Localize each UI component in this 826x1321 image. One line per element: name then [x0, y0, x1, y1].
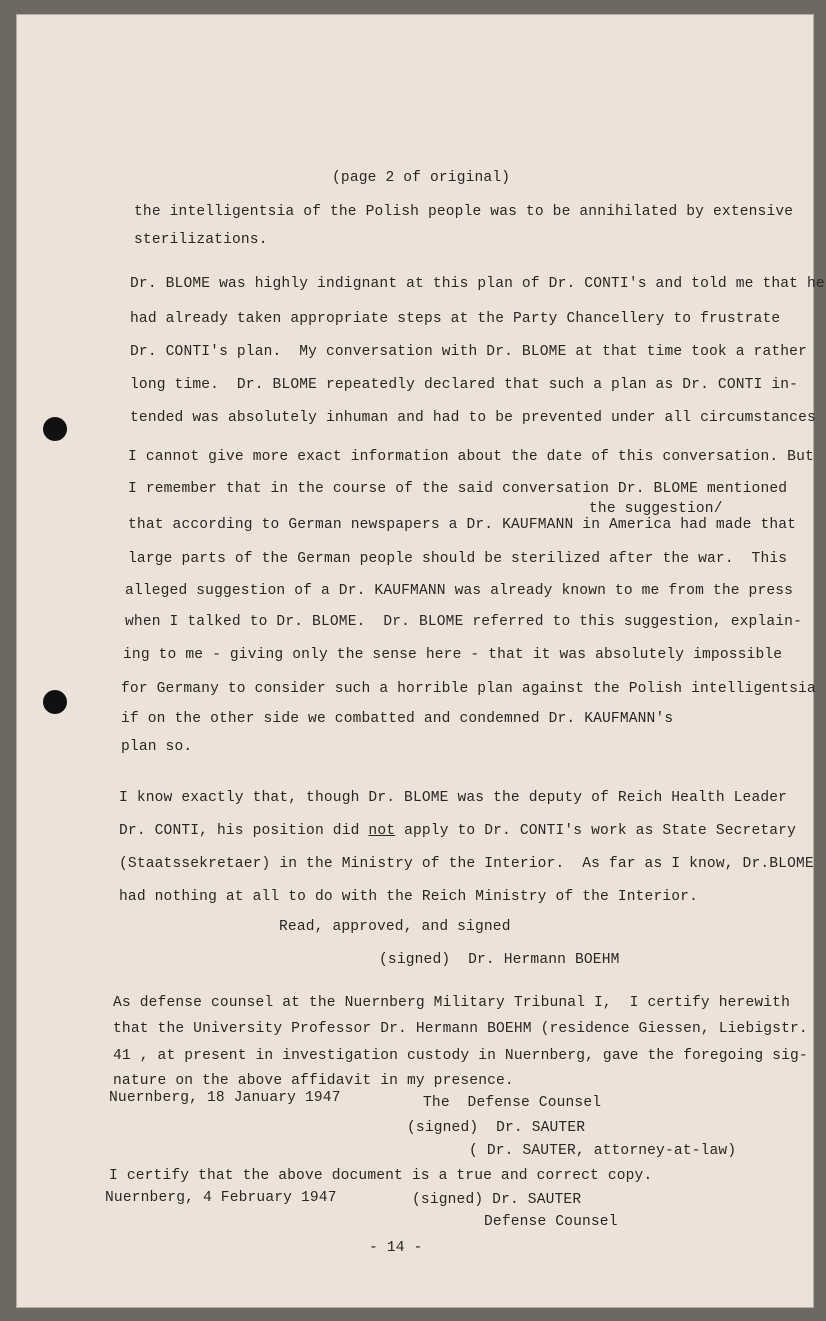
counsel-signature: (signed) Dr. SAUTER: [407, 1120, 586, 1136]
punch-hole-bottom: [43, 690, 67, 714]
text-line: I know exactly that, though Dr. BLOME was the deputy of Reich Health Leader: [119, 790, 788, 806]
text-line: for Germany to consider such a horrible plan against the Polish intelligentsia: [121, 681, 816, 697]
text-line: plan so.: [121, 739, 193, 755]
text-line: large parts of the German people should be sterilized after the war. This: [128, 551, 788, 567]
place-date: Nuernberg, 4 February 1947: [105, 1190, 337, 1206]
text-segment: Dr. CONTI, his position did: [119, 823, 369, 839]
signature-line: (signed) Dr. Hermann BOEHM: [379, 952, 620, 968]
underlined-word: not: [368, 823, 396, 839]
page-header: (page 2 of original): [332, 170, 511, 186]
text-line: when I talked to Dr. BLOME. Dr. BLOME referred to this suggestion, explain-: [125, 614, 802, 630]
counsel-title: The Defense Counsel: [423, 1095, 602, 1111]
text-line: I remember that in the course of the said conversation Dr. BLOME mentioned: [128, 481, 788, 497]
document-page: [16, 14, 825, 1308]
punch-hole-top: [43, 417, 67, 441]
text-line: ing to me - giving only the sense here - that it was absolutely impossible: [123, 647, 783, 663]
counsel-name: ( Dr. SAUTER, attorney-at-law): [469, 1143, 737, 1159]
text-line: As defense counsel at the Nuernberg Military Tribunal I, I certify herewith: [113, 995, 790, 1011]
text-line: Dr. BLOME was highly indignant at this plan of Dr. CONTI's and told me that he: [130, 276, 825, 292]
text-line: tended was absolutely inhuman and had to be prevented under all circumstances: [130, 410, 816, 426]
text-line: 41 , at present in investigation custody in Nuernberg, gave the foregoing sig-: [113, 1048, 808, 1064]
text-line: if on the other side we combatted and condemned Dr. KAUFMANN's: [121, 711, 674, 727]
text-line: I cannot give more exact information about the date of this conversation. But: [128, 449, 814, 465]
text-segment: apply to Dr. CONTI's work as State Secretary: [395, 823, 797, 839]
text-line: had nothing at all to do with the Reich Ministry of the Interior.: [119, 889, 698, 905]
interlinear-insertion: the suggestion/: [589, 501, 723, 517]
copy-signature: (signed) Dr. SAUTER: [412, 1192, 582, 1208]
text-line: had already taken appropriate steps at the Party Chancellery to frustrate: [130, 311, 781, 327]
text-line: Dr. CONTI's plan. My conversation with Dr. BLOME at that time took a rather: [130, 344, 807, 360]
text-line: sterilizations.: [134, 232, 268, 248]
approval-line: Read, approved, and signed: [279, 919, 511, 935]
text-line: the intelligentsia of the Polish people was to be annihilated by extensive: [134, 204, 794, 220]
text-line: long time. Dr. BLOME repeatedly declared that such a plan as Dr. CONTI in-: [130, 377, 799, 393]
text-line: nature on the above affidavit in my presence.: [113, 1073, 514, 1089]
text-line: [119, 823, 796, 839]
text-line: that the University Professor Dr. Hermann BOEHM (residence Giessen, Liebigstr.: [113, 1021, 808, 1037]
copy-counsel-title: Defense Counsel: [484, 1214, 618, 1230]
copy-certification: I certify that the above document is a true and correct copy.: [109, 1168, 653, 1184]
page-number: - 14 -: [369, 1240, 423, 1256]
place-date: Nuernberg, 18 January 1947: [109, 1090, 341, 1106]
text-line: that according to German newspapers a Dr. KAUFMANN in America had made that: [128, 517, 797, 533]
text-line: alleged suggestion of a Dr. KAUFMANN was already known to me from the press: [125, 583, 794, 599]
text-line: (Staatssekretaer) in the Ministry of the Interior. As far as I know, Dr.BLOME: [119, 856, 814, 872]
